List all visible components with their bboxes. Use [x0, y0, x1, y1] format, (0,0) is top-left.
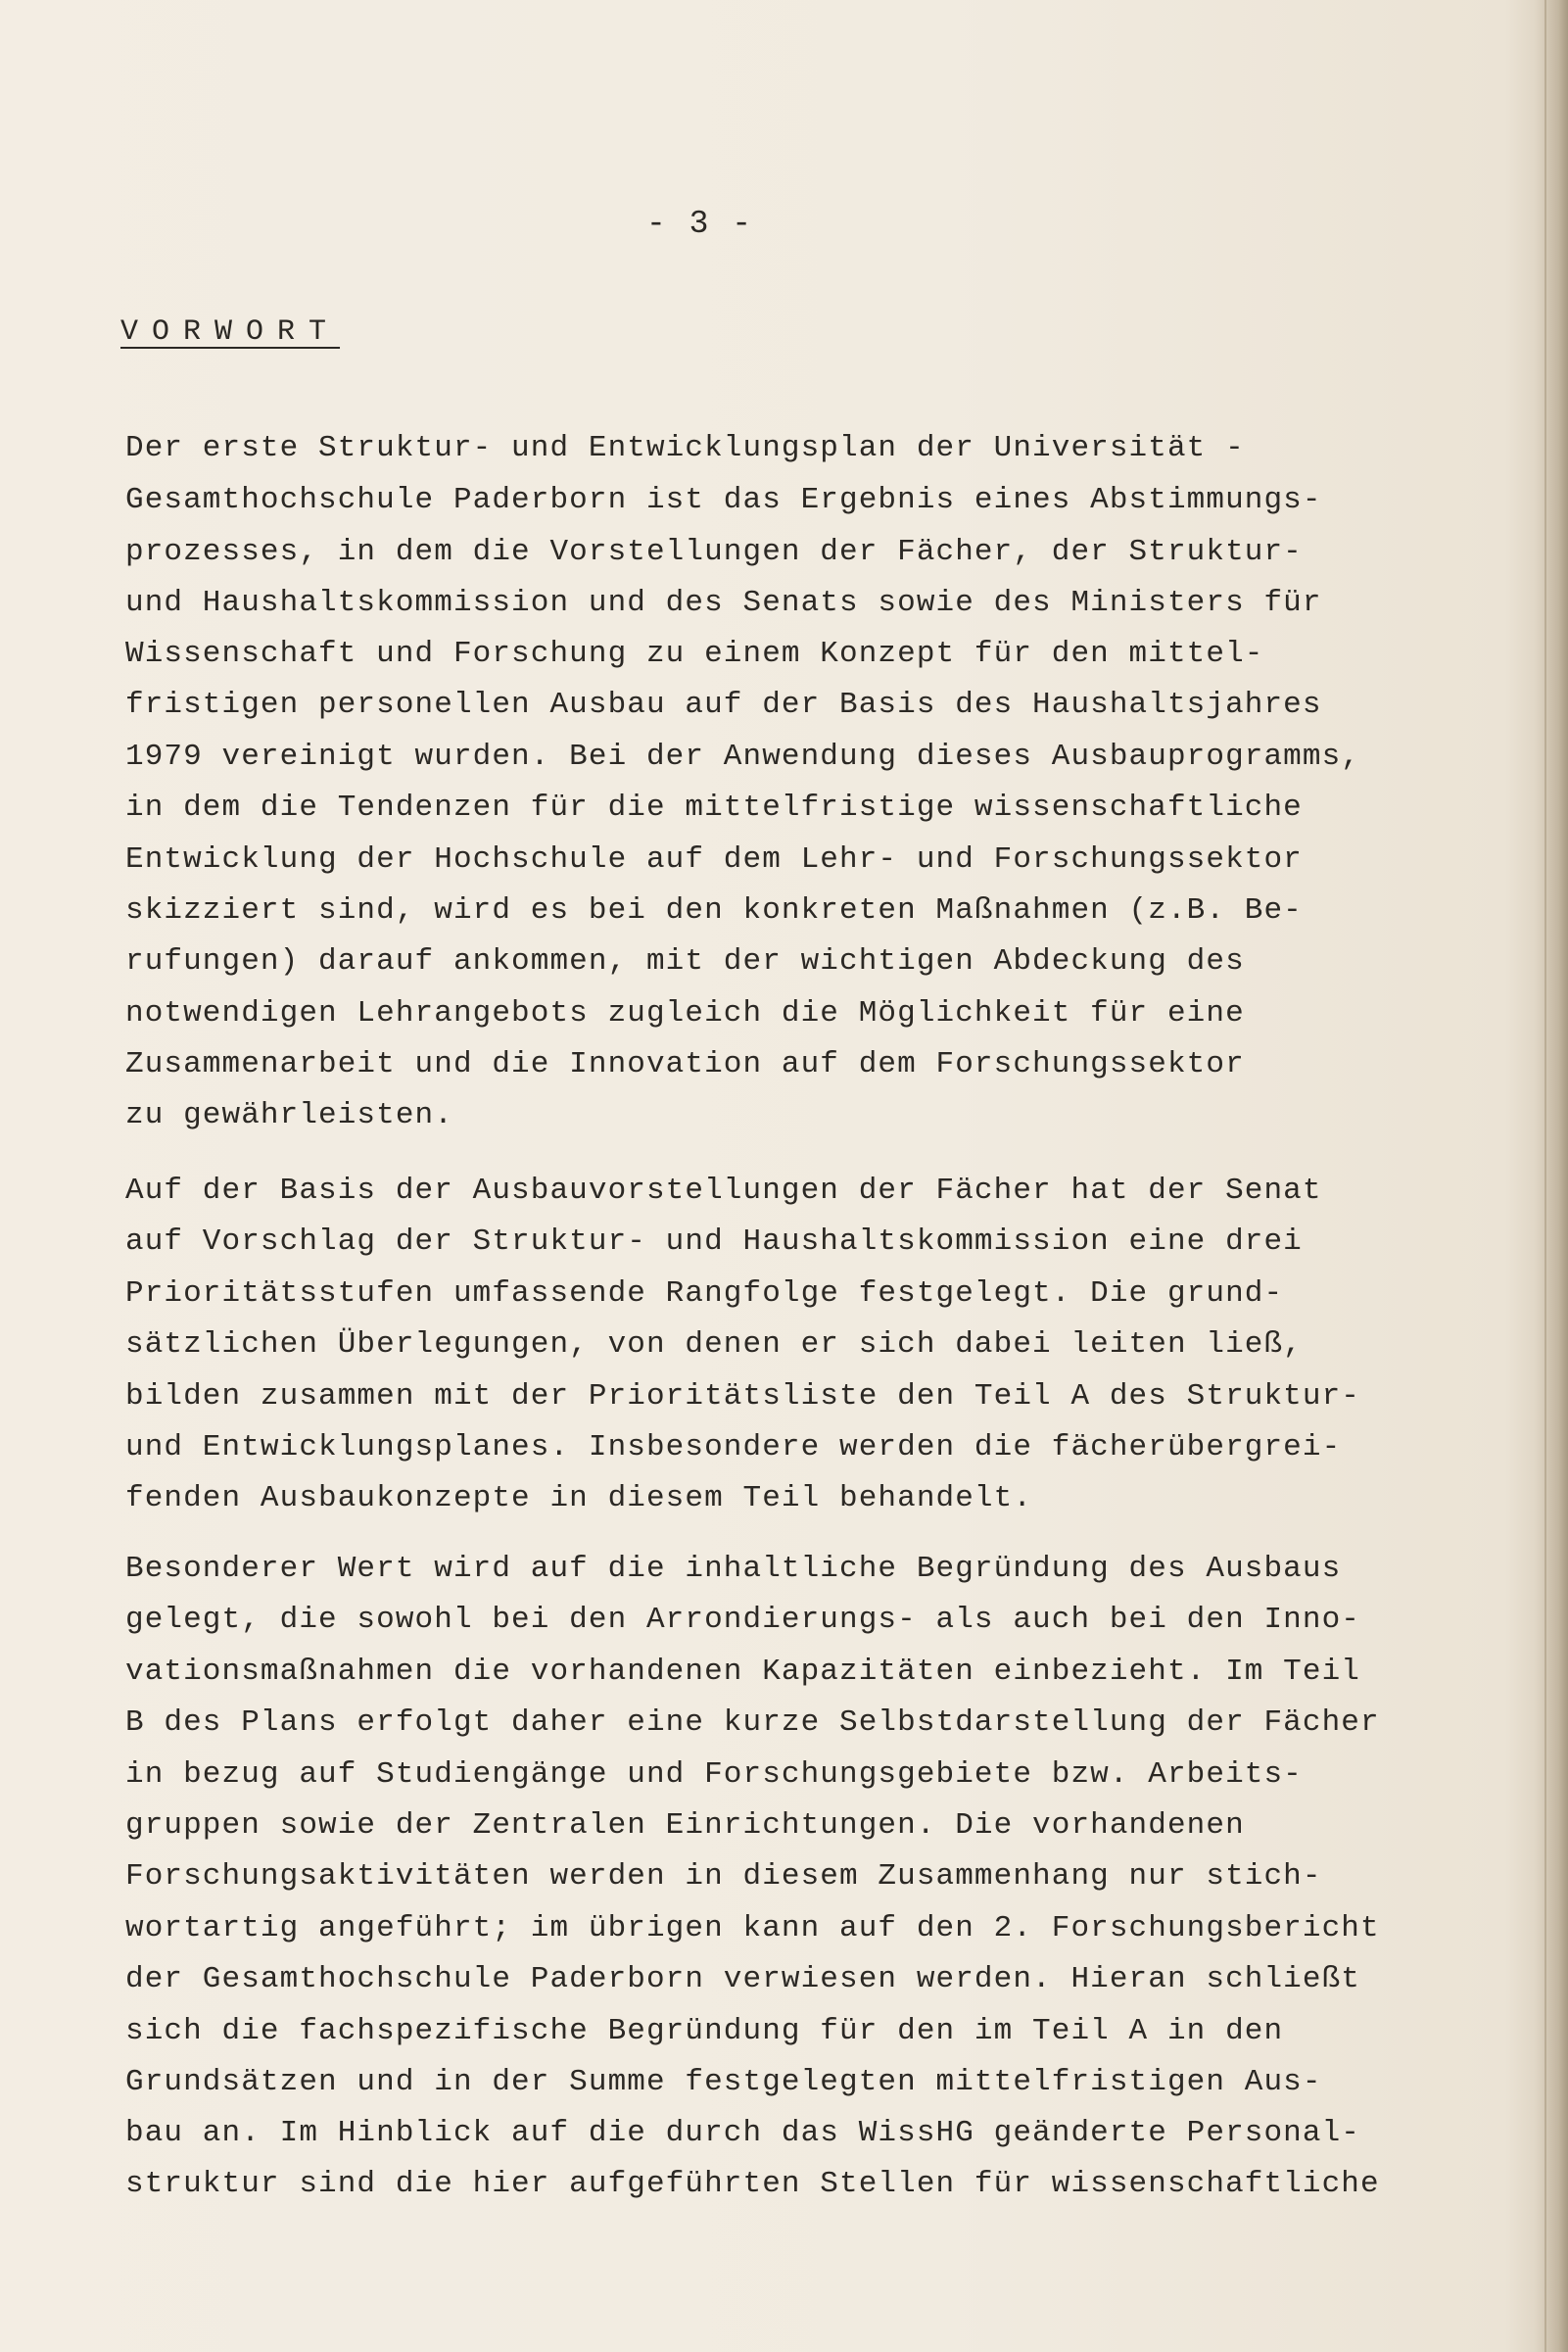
text-line: Wissenschaft und Forschung zu einem Konzept für den mittel-: [125, 637, 1264, 671]
text-line: Gesamthochschule Paderborn ist das Ergebnis eines Abstimmungs-: [125, 483, 1322, 517]
text-line: in dem die Tendenzen für die mittelfristige wissenschaftliche: [125, 791, 1303, 825]
text-line: B des Plans erfolgt daher eine kurze Selbstdarstellung der Fächer: [125, 1705, 1380, 1740]
text-line: wortartig angeführt; im übrigen kann auf den 2. Forschungsbericht: [125, 1911, 1380, 1945]
text-line: fenden Ausbaukonzepte in diesem Teil behandelt.: [125, 1481, 1033, 1515]
text-line: der Gesamthochschule Paderborn verwiesen werden. Hieran schließt: [125, 1962, 1360, 1996]
text-line: Forschungsaktivitäten werden in diesem Zusammenhang nur stich-: [125, 1859, 1322, 1894]
page-edge-line: [1544, 0, 1546, 2352]
text-line: auf Vorschlag der Struktur- und Haushaltskommission eine drei: [125, 1224, 1303, 1259]
text-line: gelegt, die sowohl bei den Arrondierungs- als auch bei den Inno-: [125, 1603, 1360, 1637]
text-line: sätzlichen Überlegungen, von denen er sich dabei leiten ließ,: [125, 1327, 1303, 1362]
text-line: fristigen personellen Ausbau auf der Basis des Haushaltsjahres: [125, 688, 1322, 722]
text-line: zu gewährleisten.: [125, 1098, 453, 1132]
text-line: bau an. Im Hinblick auf die durch das WissHG geänderte Personal-: [125, 2116, 1360, 2150]
page-edge-shadow: [1535, 0, 1568, 2352]
text-line: bilden zusammen mit der Prioritätsliste den Teil A des Struktur-: [125, 1379, 1360, 1414]
page-number: - 3 -: [646, 206, 754, 242]
text-line: gruppen sowie der Zentralen Einrichtungen. Die vorhandenen: [125, 1808, 1245, 1843]
text-line: in bezug auf Studiengänge und Forschungsgebiete bzw. Arbeits-: [125, 1757, 1303, 1792]
text-line: notwendigen Lehrangebots zugleich die Möglichkeit für eine: [125, 996, 1245, 1031]
text-line: skizziert sind, wird es bei den konkreten Maßnahmen (z.B. Be-: [125, 893, 1303, 928]
text-line: Auf der Basis der Ausbauvorstellungen der Fächer hat der Senat: [125, 1174, 1322, 1208]
text-line: und Entwicklungsplanes. Insbesondere werden die fächerübergrei-: [125, 1430, 1342, 1464]
text-line: 1979 vereinigt wurden. Bei der Anwendung dieses Ausbauprogramms,: [125, 740, 1360, 774]
text-line: Besonderer Wert wird auf die inhaltliche Begründung des Ausbaus: [125, 1552, 1342, 1586]
text-line: prozesses, in dem die Vorstellungen der Fächer, der Struktur-: [125, 535, 1303, 569]
text-line: struktur sind die hier aufgeführten Stellen für wissenschaftliche: [125, 2167, 1380, 2201]
text-line: und Haushaltskommission und des Senats sowie des Ministers für: [125, 586, 1322, 620]
text-line: Der erste Struktur- und Entwicklungsplan der Universität -: [125, 431, 1245, 465]
text-line: Zusammenarbeit und die Innovation auf dem Forschungssektor: [125, 1047, 1245, 1081]
text-line: vationsmaßnahmen die vorhandenen Kapazitäten einbezieht. Im Teil: [125, 1655, 1360, 1689]
section-heading: VORWORT: [120, 315, 341, 349]
text-line: sich die fachspezifische Begründung für den im Teil A in den: [125, 2014, 1284, 2048]
text-line: Entwicklung der Hochschule auf dem Lehr- und Forschungssektor: [125, 842, 1303, 877]
text-line: rufungen) darauf ankommen, mit der wichtigen Abdeckung des: [125, 944, 1245, 979]
text-line: Prioritätsstufen umfassende Rangfolge festgelegt. Die grund-: [125, 1276, 1284, 1311]
text-line: Grundsätzen und in der Summe festgelegten mittelfristigen Aus-: [125, 2065, 1322, 2099]
